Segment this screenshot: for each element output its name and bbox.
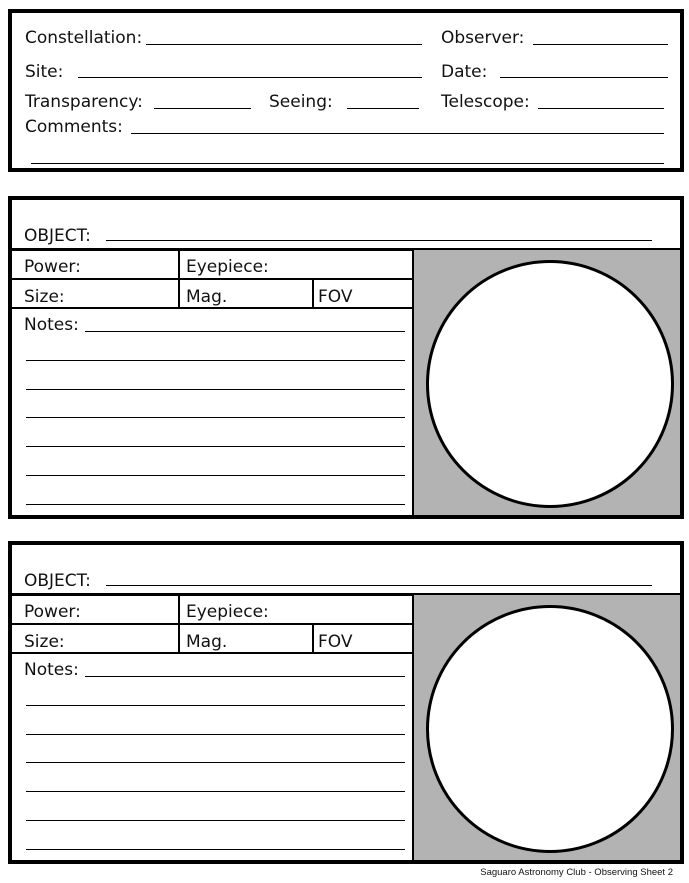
transparency-field[interactable]	[154, 108, 251, 109]
observation-header-panel	[8, 9, 684, 172]
site-label: Site:	[25, 62, 64, 82]
power-row-divider	[12, 278, 412, 280]
constellation-label: Constellation:	[25, 28, 143, 48]
footer-credit: Saguaro Astronomy Club - Observing Sheet 2	[480, 867, 673, 878]
constellation-field[interactable]	[146, 44, 422, 45]
eyepiece-label: Eyepiece:	[186, 602, 269, 622]
sketch-area	[414, 595, 680, 860]
notes-line[interactable]	[26, 705, 405, 706]
eyepiece-field-circle[interactable]	[426, 605, 674, 853]
comments-label: Comments:	[25, 117, 123, 137]
object-card	[8, 541, 684, 864]
size-label: Size:	[24, 287, 65, 307]
sketch-area	[414, 250, 680, 515]
eyepiece-field-circle[interactable]	[426, 260, 674, 508]
notes-line[interactable]	[26, 762, 405, 763]
notes-line[interactable]	[85, 676, 405, 677]
mag-fov-divider	[312, 278, 314, 307]
power-label: Power:	[24, 602, 81, 622]
object-name-field[interactable]	[106, 240, 652, 241]
notes-line[interactable]	[26, 791, 405, 792]
notes-line[interactable]	[26, 417, 405, 418]
size-label: Size:	[24, 632, 65, 652]
date-label: Date:	[441, 62, 488, 82]
telescope-label: Telescope:	[441, 92, 530, 112]
mag-fov-divider	[312, 623, 314, 652]
notes-line[interactable]	[26, 360, 405, 361]
fov-label: FOV	[318, 287, 353, 307]
comments-field[interactable]	[131, 133, 664, 134]
telescope-field[interactable]	[538, 108, 664, 109]
notes-line[interactable]	[26, 820, 405, 821]
date-field[interactable]	[500, 77, 668, 78]
seeing-label: Seeing:	[269, 92, 333, 112]
sketch-divider	[412, 593, 414, 860]
notes-line[interactable]	[26, 446, 405, 447]
comments-field-line-2[interactable]	[31, 163, 664, 164]
observer-field[interactable]	[533, 44, 668, 45]
size-row-divider	[12, 307, 412, 309]
object-name-field[interactable]	[106, 585, 652, 586]
notes-line[interactable]	[85, 331, 405, 332]
notes-label: Notes:	[24, 660, 79, 680]
size-row-divider	[12, 652, 412, 654]
mag-label: Mag.	[186, 632, 228, 652]
object-label: OBJECT:	[24, 571, 91, 591]
notes-line[interactable]	[26, 504, 405, 505]
notes-line[interactable]	[26, 389, 405, 390]
fov-label: FOV	[318, 632, 353, 652]
notes-line[interactable]	[26, 475, 405, 476]
transparency-label: Transparency:	[25, 92, 143, 112]
observer-label: Observer:	[441, 28, 525, 48]
notes-label: Notes:	[24, 315, 79, 335]
notes-line[interactable]	[26, 734, 405, 735]
eyepiece-label: Eyepiece:	[186, 257, 269, 277]
object-card	[8, 196, 684, 519]
sketch-divider	[412, 248, 414, 515]
seeing-field[interactable]	[347, 108, 419, 109]
object-label: OBJECT:	[24, 226, 91, 246]
power-label: Power:	[24, 257, 81, 277]
notes-line[interactable]	[26, 849, 405, 850]
power-row-divider	[12, 623, 412, 625]
site-field[interactable]	[78, 77, 422, 78]
mag-label: Mag.	[186, 287, 228, 307]
